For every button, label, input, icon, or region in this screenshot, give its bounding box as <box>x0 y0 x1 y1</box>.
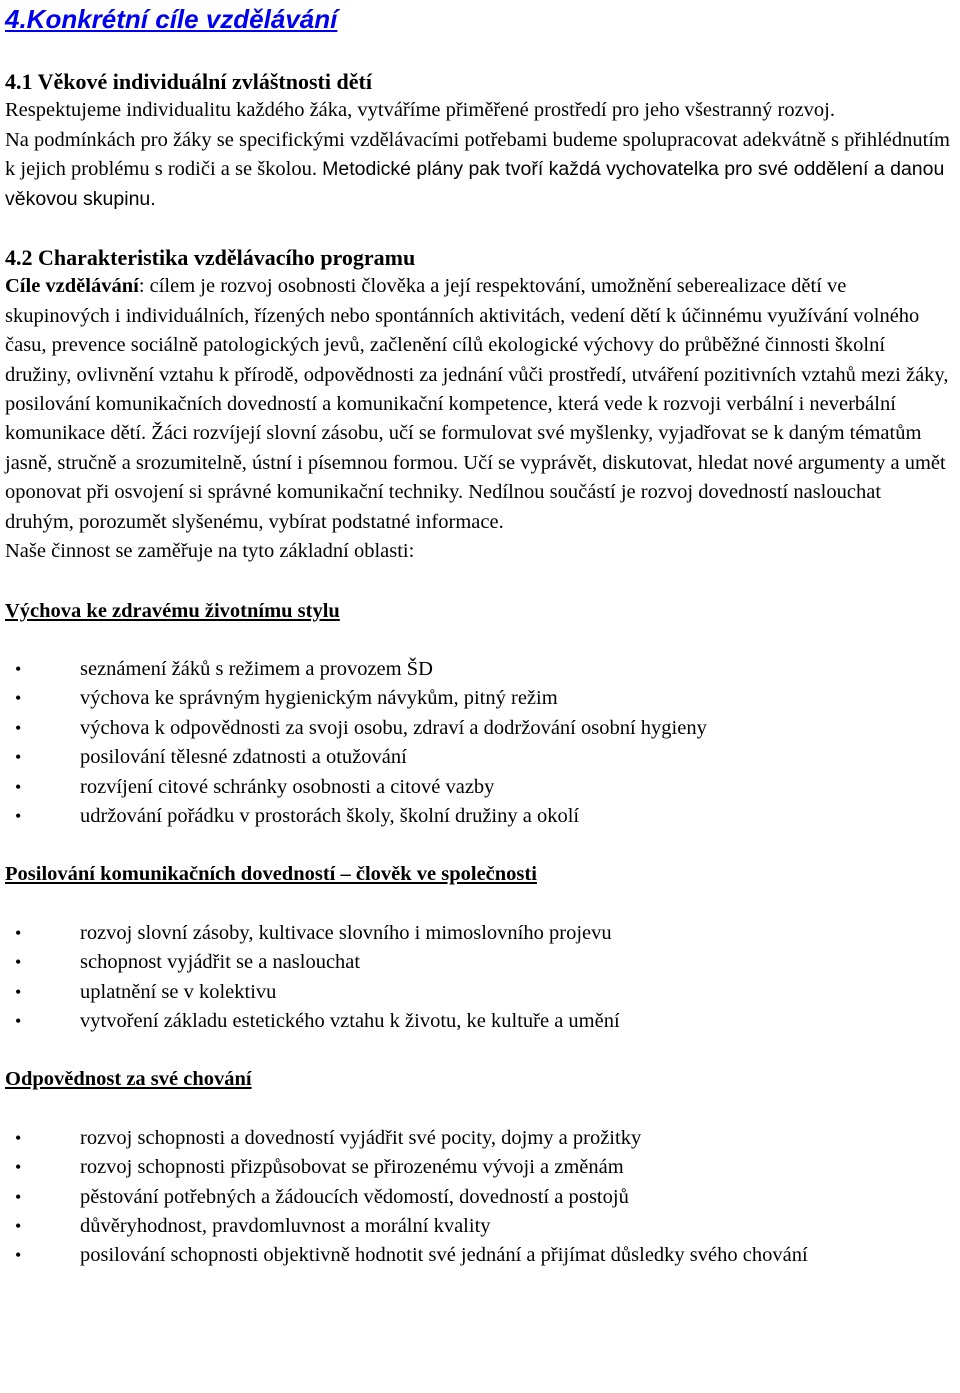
list-item: • posilování schopnosti objektivně hodnotit své jednání a přijímat důsledky svého chování <box>5 1241 955 1270</box>
topic-responsibility-list <box>5 1124 955 1271</box>
section-4-2-paragraph <box>5 272 955 537</box>
list-item: • výchova ke správným hygienickým návykům, pitný režim <box>5 684 955 713</box>
list-item: • uplatnění se v kolektivu <box>5 978 955 1007</box>
topic-communication-list <box>5 919 955 1037</box>
goals-text: : cílem je rozvoj osobnosti člověka a její respektování, umožnění seberealizace dětí ve skupinových i individuálních, řízených nebo spontánních aktivitách, vedení dětí k účinnému využívání volného času, prevence sociálně patologických jevů, začlenění cílů ekologické výchovy do průběžné činnosti školní družiny, ovlivnění vztahu k přírodě, odpovědnosti za jednání vůči prostředí, utváření pozitivních vztahů mezi žáky, posilování komunikačních dovedností a komunikační kompetence, která vede k rozvoji verbální i neverbální komunikace dětí. Žáci rozvíjejí slovní zásobu, učí se formulovat své myšlenky, vyjadřovat se k daným tématům jasně, stručně a srozumitelně, ústní i písemnou formou. Učí se vyprávět, diskutovat, hledat nové argumenty a umět oponovat při osvojení si správné komunikační techniky. Nedílnou součástí je rozvoj dovedností naslouchat druhým, porozumět slyšenému, vybírat podstatné informace. <box>5 275 949 533</box>
list-item: • rozvoj schopnosti přizpůsobovat se přirozenému vývoji a změnám <box>5 1153 955 1182</box>
list-item: • důvěryhodnost, pravdomluvnost a morální kvality <box>5 1212 955 1241</box>
areas-intro: Naše činnost se zaměřuje na tyto základní oblasti: <box>5 540 415 563</box>
document-page <box>5 0 955 1271</box>
goals-label: Cíle vzdělávání <box>5 275 139 298</box>
list-item: • posilování tělesné zdatnosti a otužování <box>5 743 955 772</box>
topic-responsibility-heading: Odpovědnost za své chování <box>5 1068 252 1091</box>
section-4-1-paragraph-2 <box>5 126 955 214</box>
document-title[interactable]: 4.Konkrétní cíle vzdělávání <box>5 4 338 34</box>
list-item: • udržování pořádku v prostorách školy, školní družiny a okolí <box>5 802 955 831</box>
section-4-1-paragraph-2-text: Na podmínkách pro žáky se specifickými vzdělávacími potřebami budeme spolupracovat adekvátně s přihlédnutím k jejich problému s rodiči a se školou. <box>5 128 950 181</box>
list-item: • rozvoj schopnosti a dovedností vyjádřit své pocity, dojmy a prožitky <box>5 1124 955 1153</box>
section-4-1-paragraph-3-text: Metodické plány pak tvoří každá vychovatelka pro své oddělení a danou věkovou skupinu. <box>5 158 945 210</box>
section-4-1-paragraph-1: Respektujeme individualitu každého žáka, vytváříme přiměřené prostředí pro jeho všestranný rozvoj. <box>5 99 835 122</box>
list-item: • výchova k odpovědnosti za svoji osobu, zdraví a dodržování osobní hygieny <box>5 714 955 743</box>
topic-communication-heading: Posilování komunikačních dovedností – člověk ve společnosti <box>5 863 537 886</box>
section-4-2-heading: 4.2 Charakteristika vzdělávacího programu <box>5 245 416 271</box>
list-item: • vytvoření základu estetického vztahu k životu, ke kultuře a umění <box>5 1007 955 1036</box>
list-item: • seznámení žáků s režimem a provozem ŠD <box>5 655 955 684</box>
list-item: • pěstování potřebných a žádoucích vědomostí, dovedností a postojů <box>5 1183 955 1212</box>
topic-healthy-lifestyle-heading: Výchova ke zdravému životnímu stylu <box>5 599 340 622</box>
topic-healthy-lifestyle-list <box>5 655 955 831</box>
section-4-1-heading: 4.1 Věkové individuální zvláštnosti dětí <box>5 69 372 94</box>
list-item: • rozvoj slovní zásoby, kultivace slovního i mimoslovního projevu <box>5 919 955 948</box>
list-item: • rozvíjení citové schránky osobnosti a citové vazby <box>5 773 955 802</box>
list-item: • schopnost vyjádřit se a naslouchat <box>5 948 955 977</box>
